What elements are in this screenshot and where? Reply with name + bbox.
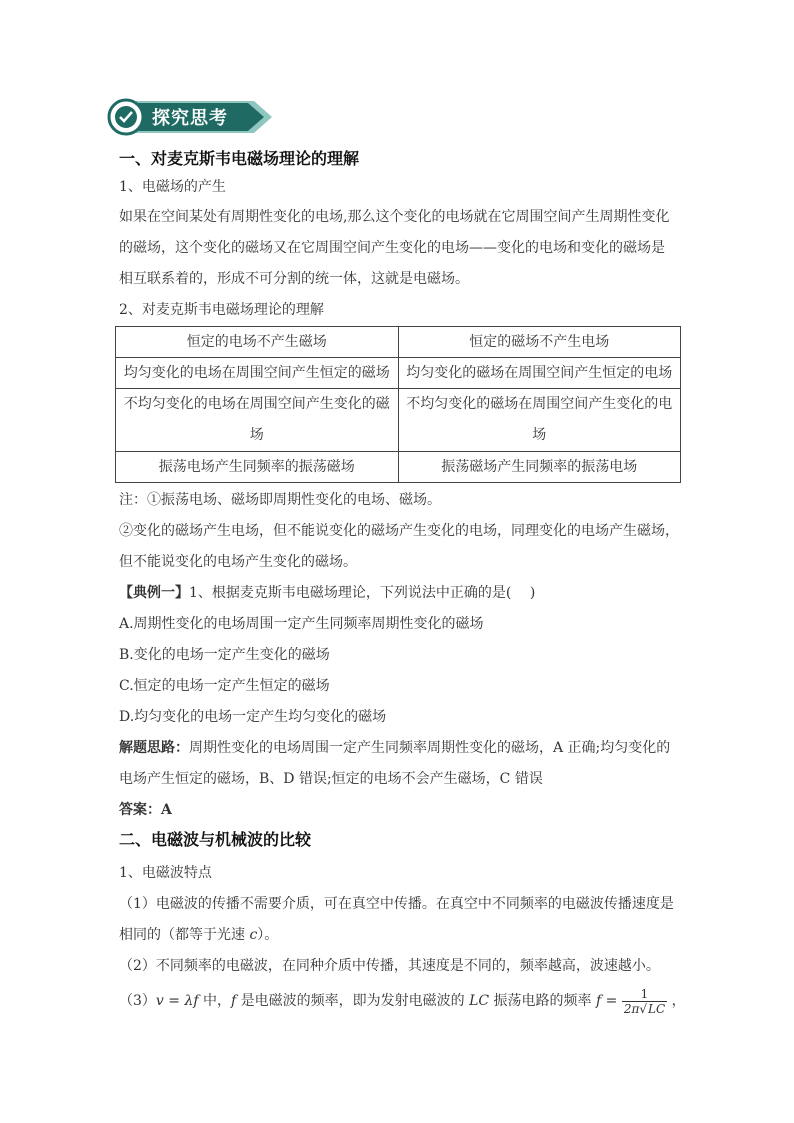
option-c: C.恒定的电场一定产生恒定的磁场 bbox=[119, 678, 330, 694]
item1-line bbox=[119, 925, 278, 945]
text-span: ）。 bbox=[257, 927, 279, 943]
paragraph-line: 的磁场，这个变化的磁场又在它周围空间产生变化的电场——变化的电场和变化的磁场是 bbox=[119, 240, 665, 256]
note-line: 注：①振荡电场、磁场即周期性变化的电场、磁场。 bbox=[119, 492, 441, 508]
analysis-label: 解题思路： bbox=[119, 740, 189, 756]
section2-sub1-title: 1、电磁波特点 bbox=[119, 865, 212, 881]
section1-sub2-title: 2、对麦克斯韦电磁场理论的理解 bbox=[119, 302, 324, 318]
table-cell: 恒定的电场不产生磁场 bbox=[116, 327, 399, 358]
table-row bbox=[116, 452, 681, 483]
example-question-text: 1、根据麦克斯韦电磁场理论，下列说法中正确的是( ) bbox=[189, 585, 536, 601]
item1-line: （1）电磁波的传播不需要介质，可在真空中传播。在真空中不同频率的电磁波传播速度是 bbox=[119, 896, 674, 912]
table-cell: 振荡磁场产生同频率的振荡电场 bbox=[398, 452, 681, 483]
item2-line: （2）不同频率的电磁波，在同种介质中传播，其速度是不同的，频率越高，波速越小。 bbox=[119, 958, 660, 974]
paragraph-line: 如果在空间某处有周期性变化的电场,那么这个变化的电场就在它周围空间产生周期性变化 bbox=[119, 209, 670, 225]
note-line: 但不能说变化的电场产生变化的磁场。 bbox=[119, 554, 357, 570]
answer: 答案：A bbox=[119, 802, 172, 818]
variable-c: c bbox=[249, 927, 258, 943]
banner-title: 探究思考 bbox=[152, 108, 228, 129]
text-span: 2π bbox=[623, 1001, 640, 1016]
section1-heading: 一、对麦克斯韦电磁场理论的理解 bbox=[119, 149, 360, 168]
section1-sub1-title: 1、电磁场的产生 bbox=[119, 179, 226, 195]
sqrt-radicand: LC bbox=[648, 1001, 666, 1016]
analysis-line: 电场产生恒定的磁场，B、D 错误;恒定的电场不会产生磁场，C 错误 bbox=[119, 771, 543, 787]
fraction-denominator: 2π√LC bbox=[623, 1001, 666, 1016]
note-line: ②变化的磁场产生电场，但不能说变化的磁场产生变化的电场，同理变化的电场产生磁场， bbox=[119, 523, 679, 539]
option-b: B.变化的电场一定产生变化的磁场 bbox=[119, 647, 330, 663]
text-span: 相同的（都等于光速 bbox=[119, 927, 250, 943]
table-cell: 不均匀变化的磁场在周围空间产生变化的电场 bbox=[398, 389, 681, 452]
example-question bbox=[119, 583, 535, 603]
table-cell: 振荡电场产生同频率的振荡磁场 bbox=[116, 452, 399, 483]
table-row bbox=[116, 389, 681, 452]
table-row bbox=[116, 358, 681, 389]
table-row bbox=[116, 327, 681, 358]
table-cell: 恒定的磁场不产生电场 bbox=[398, 327, 681, 358]
section2-heading: 二、电磁波与机械波的比较 bbox=[119, 830, 312, 849]
analysis-line bbox=[119, 738, 670, 758]
item3-line bbox=[119, 985, 686, 1017]
variable-f: f bbox=[230, 993, 237, 1009]
table-cell: 均匀变化的电场在周围空间产生恒定的磁场 bbox=[116, 358, 399, 389]
variable-lc: LC bbox=[469, 993, 490, 1009]
text-span: ， bbox=[671, 993, 686, 1009]
option-a: A.周期性变化的电场周围一定产生同频率周期性变化的磁场 bbox=[119, 616, 484, 632]
formula-f-label: f = bbox=[596, 993, 618, 1009]
text-span: 振荡电路的频率 bbox=[489, 993, 596, 1009]
example-tag: 【典例一】 bbox=[119, 585, 189, 601]
table-cell: 均匀变化的磁场在周围空间产生恒定的电场 bbox=[398, 358, 681, 389]
text-span: 是电磁波的频率，即为发射电磁波的 bbox=[236, 993, 470, 1009]
text-span: 中， bbox=[198, 993, 231, 1009]
text-span: （3） bbox=[119, 993, 156, 1009]
comparison-table bbox=[115, 326, 681, 483]
formula-v: v = λf bbox=[155, 993, 199, 1009]
table-cell: 不均匀变化的电场在周围空间产生变化的磁场 bbox=[116, 389, 399, 452]
frequency-fraction bbox=[622, 987, 667, 1016]
paragraph-line: 相互联系着的，形成不可分割的统一体，这就是电磁场。 bbox=[119, 271, 469, 287]
fraction-numerator: 1 bbox=[622, 987, 667, 1002]
analysis-text: 周期性变化的电场周围一定产生同频率周期性变化的磁场，A 正确;均匀变化的 bbox=[189, 740, 671, 756]
option-d: D.均匀变化的电场一定产生均匀变化的磁场 bbox=[119, 709, 387, 725]
